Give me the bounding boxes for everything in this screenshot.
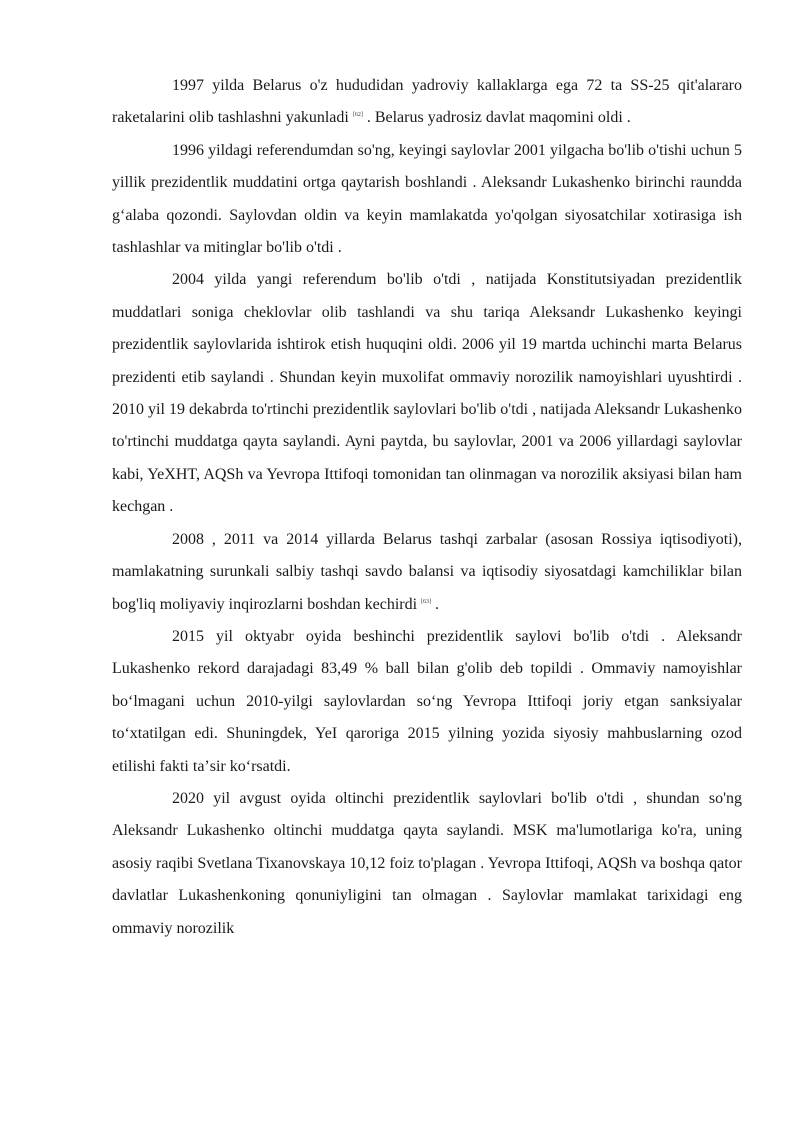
paragraph-text: 2015 yil oktyabr oyida beshinchi prezidentlik saylovi bo'lib o'tdi . Aleksandr Lukashenko rekord darajadagi 83,49 % ball bilan g'olib deb topildi . Ommaviy namoyishlar boʻlmagani uchun 2010-yilgi saylovlardan soʻng Yevropa Ittifoqi joriy etgan sanksiyalar toʻxtatilgan edi. Shuningdek, YeI qaroriga 2015 yilning yozida siyosiy mahbuslarning ozod etilishi fakti taʼsir koʻrsatdi. [112,627,742,775]
paragraph-text: 2020 yil avgust oyida oltinchi prezidentlik saylovlari bo'lib o'tdi , shundan so'ng Aleksandr Lukashenko oltinchi muddatga qayta saylandi. MSK ma'lumotlariga ko'ra, uning asosiy raqibi Svetlana Tixanovskaya 10,12 foiz to'plagan . Yevropa Ittifoqi, AQSh va boshqa qator davlatlar Lukashenkoning qonuniyligini tan olmagan . Saylovlar mamlakat tarixidagi eng ommaviy norozilik [112,789,742,937]
paragraph-2015-election [112,621,742,783]
paragraph-text: . [435,595,440,613]
paragraph-2004-referendum [112,264,742,523]
paragraph-2020-election [112,783,742,945]
paragraph-text: 1997 yilda Belarus o'z hududidan yadroviy kallaklarga ega 72 ta SS-25 qit'alararo raketalarini olib tashlashni yakunladi [112,77,742,127]
paragraph-text: 2008 , 2011 va 2014 yillarda Belarus tashqi zarbalar (asosan Rossiya iqtisodiyoti), mamlakatning surunkali salbiy tashqi savdo balansi va iqtisodiy siyosatdagi kamchiliklar bilan bog'liq moliyaviy inqirozlarni boshdan kechirdi [112,530,742,613]
footnote-reference[interactable]: [63] [421,598,432,605]
paragraph-text: 1996 yildagi referendumdan so'ng, keyingi saylovlar 2001 yilgacha bo'lib o'tishi uchun 5 yillik prezidentlik muddatini ortga qaytarish boshlandi . Aleksandr Lukashenko birinchi raundda gʻalaba qozondi. Saylovdan oldin va keyin mamlakatda yo'qolgan siyosatchilar xotirasiga ish tashlashlar va mitinglar bo'lib o'tdi . [112,141,742,257]
paragraph-financial-crises [112,524,742,621]
paragraph-1996-referendum [112,135,742,265]
footnote-reference[interactable]: [62] [352,112,363,119]
paragraph-nuclear-disarmament [112,70,742,135]
paragraph-text: 2004 yilda yangi referendum bo'lib o'tdi , natijada Konstitutsiyadan prezidentlik muddatlari soniga cheklovlar olib tashlandi va shu tariqa Aleksandr Lukashenko keyingi prezidentlik saylovlarida ishtirok etish huquqini oldi. 2006 yil 19 martda uchinchi marta Belarus prezidenti etib saylandi . Shundan keyin muxolifat ommaviy norozilik namoyishlari uyushtirdi . 2010 yil 19 dekabrda to'rtinchi prezidentlik saylovlari bo'lib o'tdi , natijada Aleksandr Lukashenko to'rtinchi muddatga qayta saylandi. Ayni paytda, bu saylovlar, 2001 va 2006 yillardagi saylovlar kabi, YeXHT, AQSh va Yevropa Ittifoqi tomonidan tan olinmagan va norozilik aksiyasi bilan ham kechgan . [112,271,742,516]
document-page [112,70,742,945]
paragraph-text: . Belarus yadrosiz davlat maqomini oldi . [366,109,631,127]
